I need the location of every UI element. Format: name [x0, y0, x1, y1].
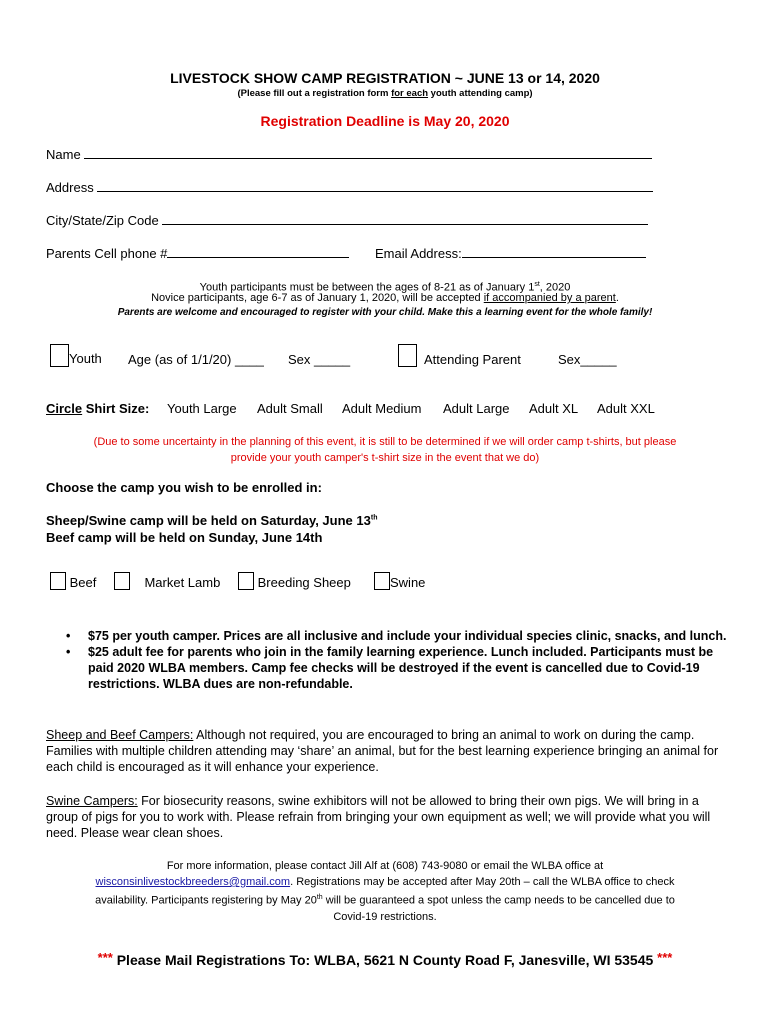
- name-line[interactable]: [84, 146, 652, 159]
- contact-line-4: Covid-19 restrictions.: [333, 910, 437, 923]
- parent-sex-field[interactable]: Sex_____: [558, 352, 617, 367]
- sheep-beef-text: Although not required, you are encouraged to bring an animal to work on during the camp. Families with multiple children attending may ‘share’ an animal, but for the best learning experience bringing an animal for each child is encouraged as it will enhance your experience.: [46, 728, 719, 774]
- age-text-end: , 2020: [539, 281, 571, 294]
- email-line[interactable]: [462, 245, 646, 258]
- name-label: Name: [46, 147, 81, 162]
- contact-line-3-text: availability. Participants registering by May 20: [95, 894, 317, 907]
- parents-phone-field[interactable]: [46, 245, 349, 261]
- pricing-adult-text: $25 adult fee for parents who join in the family learning experience. Lunch included. Participants must be paid 2020 WLBA members. Camp fee checks will be destroyed if the event is cancelled due to Covid-19 restrictions. WLBA dues are non-refundable.: [88, 645, 714, 691]
- stars-right: ***: [657, 950, 673, 965]
- swine-checkbox[interactable]: [374, 572, 390, 590]
- city-line[interactable]: [162, 212, 648, 225]
- swine-option[interactable]: [374, 572, 425, 590]
- parents-welcome-note: Parents are welcome and encouraged to register with your child. Make this a learning event for the whole family!: [117, 307, 653, 318]
- market-lamb-label: Market Lamb: [144, 575, 221, 590]
- contact-line-3-text-end: will be guaranteed a spot unless the camp needs to be cancelled due to: [322, 894, 675, 907]
- youth-row: [50, 344, 102, 367]
- mailing-address-text: Please Mail Registrations To: WLBA, 5621 N County Road F, Janesville, WI 53545: [112, 952, 658, 968]
- sheep-beef-paragraph: [46, 727, 731, 775]
- swine-heading: Swine Campers:: [46, 794, 138, 808]
- swine-label: Swine: [390, 575, 426, 590]
- age-field[interactable]: Age (as of 1/1/20) ____: [128, 352, 264, 367]
- beef-option[interactable]: [50, 572, 96, 590]
- youth-checkbox[interactable]: [50, 344, 69, 367]
- contact-line-3: [40, 890, 730, 909]
- address-label: Address: [46, 180, 94, 195]
- pricing-list: [62, 628, 732, 692]
- pricing-item-adult: [62, 644, 732, 692]
- sheep-beef-heading: Sheep and Beef Campers:: [46, 728, 194, 742]
- bullet-icon: •: [66, 629, 71, 643]
- pricing-youth-text: $75 per youth camper. Prices are all inclusive and include your individual species clinic, snacks, and lunch.: [88, 629, 727, 643]
- subtitle-text-end: youth attending camp): [428, 88, 533, 99]
- shirt-size-row: [46, 401, 149, 416]
- name-field[interactable]: [46, 146, 652, 162]
- shirt-size-adult-xl[interactable]: Adult XL: [529, 401, 579, 416]
- contact-line-2: [40, 874, 730, 890]
- age-text: Youth participants must be between the ages of 8-21 as of January 1: [199, 281, 535, 294]
- attending-parent-row: [398, 344, 417, 367]
- beef-label: Beef: [69, 575, 97, 590]
- subtitle-emphasis: for each: [391, 88, 429, 99]
- choose-camp-heading: Choose the camp you wish to be enrolled in:: [46, 480, 322, 495]
- city-label: City/State/Zip Code: [46, 213, 159, 228]
- attending-parent-label: Attending Parent: [424, 352, 521, 367]
- shirt-note-line-1: (Due to some uncertainty in the planning of this event, it is still to be determined if we will order camp t-shirts, but please: [93, 436, 677, 448]
- breeding-sheep-checkbox[interactable]: [238, 572, 254, 590]
- sheep-swine-text: Sheep/Swine camp will be held on Saturday, June 13: [46, 513, 371, 528]
- shirt-size-adult-small[interactable]: Adult Small: [257, 401, 323, 416]
- email-label: Email Address:: [375, 246, 462, 261]
- shirt-size-label: Shirt Size:: [82, 401, 150, 416]
- swine-text: For biosecurity reasons, swine exhibitors will not be allowed to bring their own pigs. We will bring in a group of pigs for you to work with. Please refrain from bringing your own equipment as well; we will provide what you will need. Please wear clean shoes.: [46, 794, 711, 840]
- pricing-item-youth: [62, 628, 732, 644]
- youth-sex-field[interactable]: Sex _____: [288, 352, 351, 367]
- market-lamb-option[interactable]: [114, 572, 220, 590]
- contact-line-2-text: . Registrations may be accepted after May 20th – call the WLBA office to check: [290, 876, 675, 888]
- age-sup: st: [534, 281, 540, 288]
- shirt-uncertainty-note: [0, 434, 770, 466]
- circle-label: Circle: [46, 401, 83, 416]
- stars-left: ***: [97, 950, 113, 965]
- shirt-note-line-2: provide your youth camper's t-shirt size in the event that we do): [230, 452, 540, 464]
- email-field[interactable]: [375, 245, 646, 261]
- youth-label: Youth: [69, 351, 102, 366]
- breeding-sheep-label: Breeding Sheep: [257, 575, 351, 590]
- form-title: LIVESTOCK SHOW CAMP REGISTRATION ~ JUNE 13 or 14, 2020: [170, 70, 600, 86]
- address-line[interactable]: [97, 179, 653, 192]
- form-subtitle: [0, 88, 770, 99]
- novice-text-end: .: [615, 292, 619, 304]
- novice-emphasis: if accompanied by a parent: [483, 292, 616, 304]
- contact-info: [40, 858, 730, 925]
- novice-text: Novice participants, age 6-7 as of January 1, 2020, will be accepted: [151, 292, 484, 304]
- breeding-sheep-option[interactable]: [238, 572, 351, 590]
- swine-paragraph: [46, 793, 731, 841]
- address-field[interactable]: [46, 179, 653, 195]
- shirt-size-adult-large[interactable]: Adult Large: [443, 401, 510, 416]
- contact-line-3-sup: th: [316, 894, 323, 901]
- parents-phone-label: Parents Cell phone #: [46, 246, 168, 261]
- sheep-swine-date: [46, 513, 377, 528]
- novice-note: [0, 291, 770, 306]
- bullet-icon: •: [66, 645, 71, 659]
- beef-checkbox[interactable]: [50, 572, 66, 590]
- beef-date: Beef camp will be held on Sunday, June 14th: [46, 530, 323, 545]
- contact-line-1: For more information, please contact Jill Alf at (608) 743-9080 or email the WLBA office at: [166, 860, 604, 872]
- attending-parent-checkbox[interactable]: [398, 344, 417, 367]
- registration-deadline: Registration Deadline is May 20, 2020: [260, 113, 510, 129]
- mailing-address: [0, 950, 770, 968]
- sheep-swine-sup: th: [370, 514, 378, 522]
- subtitle-text: (Please fill out a registration form: [237, 88, 392, 99]
- city-state-zip-field[interactable]: [46, 212, 648, 228]
- shirt-size-youth-large[interactable]: Youth Large: [167, 401, 237, 416]
- parents-phone-line[interactable]: [167, 245, 349, 258]
- shirt-size-adult-xxl[interactable]: Adult XXL: [597, 401, 655, 416]
- contact-email-link[interactable]: wisconsinlivestockbreeders@gmail.com: [95, 876, 291, 888]
- market-lamb-checkbox[interactable]: [114, 572, 130, 590]
- shirt-size-adult-medium[interactable]: Adult Medium: [342, 401, 422, 416]
